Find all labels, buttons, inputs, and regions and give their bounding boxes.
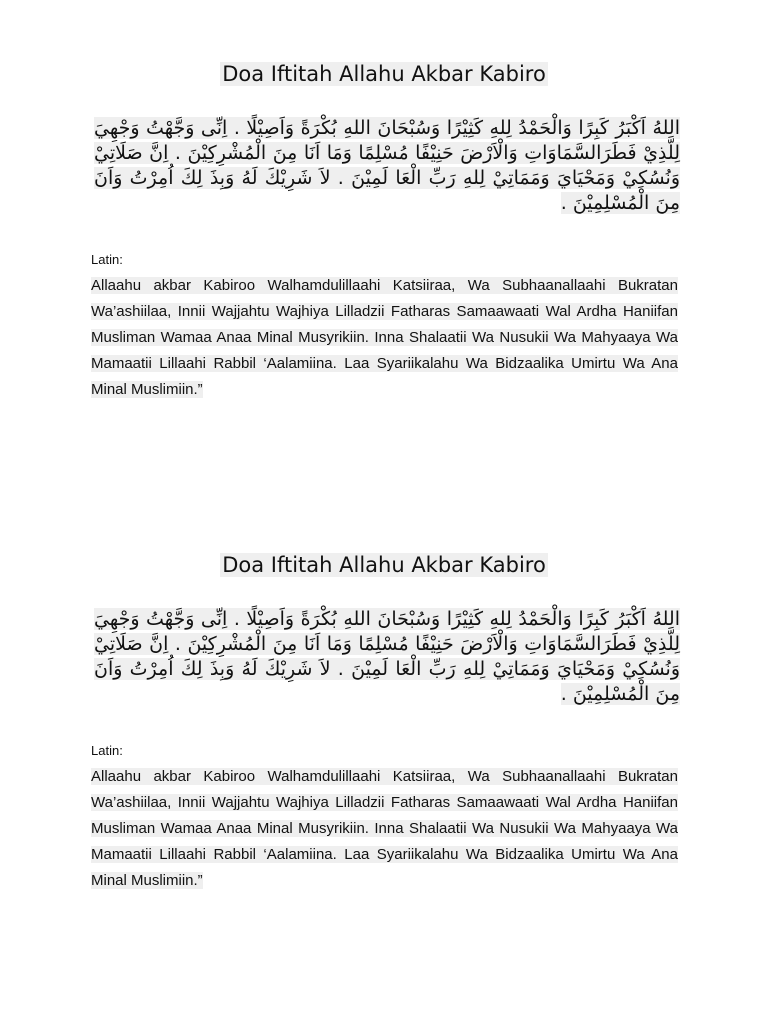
arabic-text: اللهُ اَكْبَرُ كَبِرًا وَالْحَمْدُ لِلهِ كَثِيْرًا وَسُبْحَانَ اللهِ بُكْرَةً وَاَصِيْلًا . اِنِّى وَجَّهْتُ وَجْهِيَ لِلَّذِيْ فَطَرَالسَّمَاوَاتِ وَالْاَرْضَ حَنِيْفًا مُسْلِمًا وَمَا اَنَا مِنَ الْمُشْرِكِيْنَ . اِنَّ صَلَاتِيْ وَنُسُكِيْ وَمَحْيَايَ وَمَمَاتِيْ لِلهِ رَبِّ الْعَا لَمِيْنَ . لاَ شَرِيْكَ لَهُ وَبِذَ لِكَ اُمِرْتُ وَاَنَ مِنَ الْمُسْلِمِيْنَ .: [94, 608, 680, 705]
arabic-text: اللهُ اَكْبَرُ كَبِرًا وَالْحَمْدُ لِلهِ كَثِيْرًا وَسُبْحَانَ اللهِ بُكْرَةً وَاَصِيْلًا . اِنِّى وَجَّهْتُ وَجْهِيَ لِلَّذِيْ فَطَرَالسَّمَاوَاتِ وَالْاَرْضَ حَنِيْفًا مُسْلِمًا وَمَا اَنَا مِنَ الْمُشْرِكِيْنَ . اِنَّ صَلَاتِيْ وَنُسُكِيْ وَمَحْيَايَ وَمَمَاتِيْ لِلهِ رَبِّ الْعَا لَمِيْنَ . لاَ شَرِيْكَ لَهُ وَبِذَ لِكَ اُمِرْتُ وَاَنَ مِنَ الْمُسْلِمِيْنَ .: [94, 117, 680, 214]
doa-title: Doa Iftitah Allahu Akbar Kabiro: [222, 553, 546, 577]
latin-text: Allaahu akbar Kabiroo Walhamdulillaahi Katsiiraa, Wa Subhaanallaahi Bukratan Wa’ashiilaa, Innii Wajjahtu Wajhiya Lilladzii Fatharas Samaawaati Wal Ardha Haniifan Musliman Wamaa Anaa Minal Musyrikiin. Inna Shalaatii Wa Nusukii Wa Mahyaaya Wa Mamaatii Lillaahi Rabbil ‘Aalamiina. Laa Syariikalahu Wa Bidzaalika Umirtu Wa Ana Minal Muslimiin.”: [91, 277, 678, 398]
latin-label: Latin:: [91, 252, 123, 267]
doa-title: Doa Iftitah Allahu Akbar Kabiro: [222, 62, 546, 86]
latin-label: Latin:: [91, 743, 123, 758]
latin-text: Allaahu akbar Kabiroo Walhamdulillaahi Katsiiraa, Wa Subhaanallaahi Bukratan Wa’ashiilaa, Innii Wajjahtu Wajhiya Lilladzii Fatharas Samaawaati Wal Ardha Haniifan Musliman Wamaa Anaa Minal Musyrikiin. Inna Shalaatii Wa Nusukii Wa Mahyaaya Wa Mamaatii Lillaahi Rabbil ‘Aalamiina. Laa Syariikalahu Wa Bidzaalika Umirtu Wa Ana Minal Muslimiin.”: [91, 768, 678, 889]
